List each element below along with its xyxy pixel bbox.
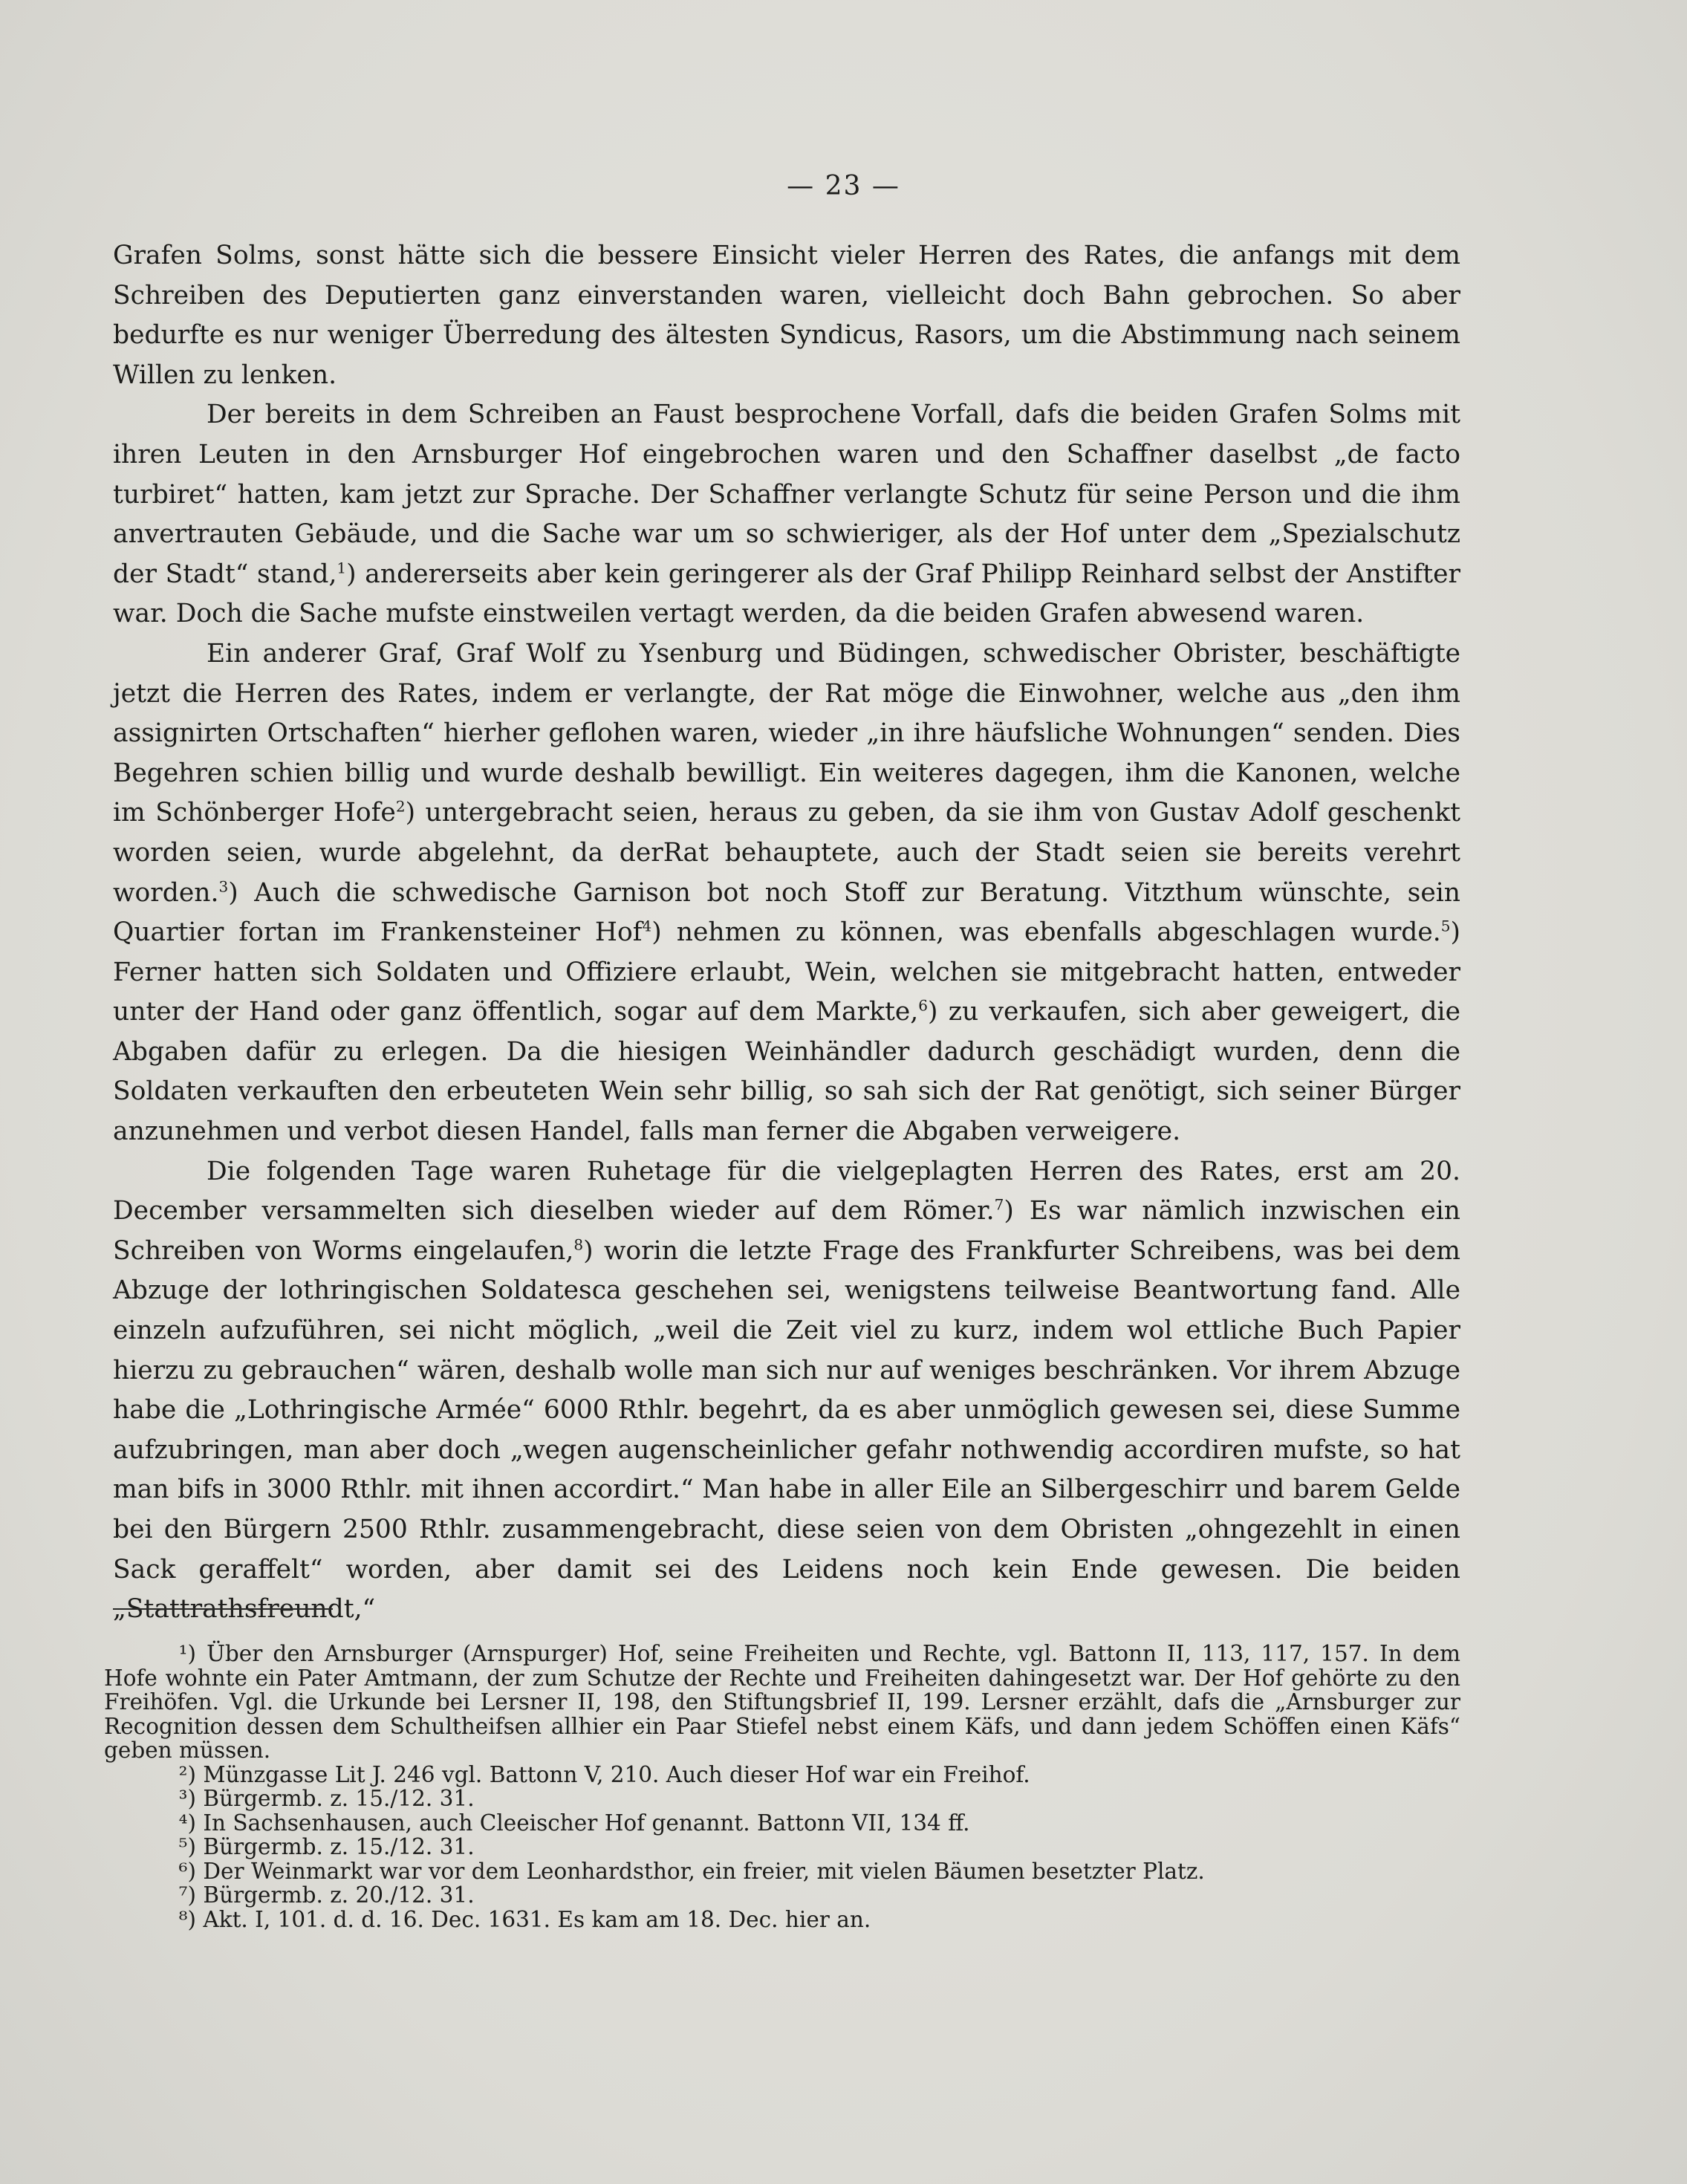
footnote-text: Bürgermb. z. 15./12. 31. [203, 1786, 475, 1811]
paragraph-2-text-a: Der bereits in dem Schreiben an Faust besprochene Vorfall, dafs die beiden Grafen Solms mit ihren Leuten in den Arnsburger Hof eingebrochen waren und den Schaffner daselbst „de facto turbiret“ hatten, kam jetzt zur Sprache. Der Schaffner verlangte Schutz für seine Person und die ihm anvertrauten Gebäude, und die Sache war um so schwieriger, als der Hof unter dem „Spezialschutz der Stadt“ stand, [113, 400, 1460, 589]
paragraph-4-text-b: ) Es war nämlich inzwischen ein Schreiben von Worms eingelaufen, [113, 1196, 1460, 1266]
paragraph-3 [113, 634, 1460, 1152]
paragraph-4 [113, 1152, 1460, 1630]
paragraph-4-text-c: ) worin die letzte Frage des Frankfurter Schreibens, was bei dem Abzuge der lothringischen Soldatesca geschehen sei, wenigstens teilweise Beantwortung fand. Alle einzeln aufzuführen, sei nicht möglich, „weil die Zeit viel zu kurz, indem wol ettliche Buch Papier hierzu zu gebrauchen“ wären, deshalb wolle man sich nur auf weniges beschränken. Vor ihrem Abzuge habe die „Lothringische Armée“ 6000 Rthlr. begehrt, da es aber unmöglich gewesen sei, diese Summe aufzubringen, man aber doch „wegen augenscheinlicher gefahr nothwendig accordiren mufste, so hat man bifs in 3000 Rthlr. mit ihnen accordirt.“ Man habe in aller Eile an Silbergeschirr und barem Gelde bei den Bürgern 2500 Rthlr. zusammengebracht, diese seien von dem Obristen „ohngezehlt in einen Sack geraffelt“ worden, aber damit sei des Leidens noch kein Ende gewesen. Die beiden „Stattrathsfreundt,“ [113, 1235, 1460, 1625]
footnote-ref-1: 1 [337, 559, 347, 577]
paragraph-3-text-f: ) zu verkaufen, sich aber geweigert, die Abgaben dafür zu erlegen. Da die hiesigen Weinhändler dadurch geschädigt wurden, denn die Soldaten verkauften den erbeuteten Wein sehr billig, so sah sich der Rat genötigt, sich seiner Bürger anzunehmen und verbot diesen Handel, falls man ferner die Abgaben verweigere. [113, 997, 1460, 1147]
paragraph-3-text-d: ) nehmen zu können, was ebenfalls abgeschlagen wurde. [651, 917, 1441, 948]
footnote-number: ¹) [178, 1641, 196, 1666]
footnote-text: Der Weinmarkt war vor dem Leonhardsthor, ein freier, mit vielen Bäumen besetzter Platz. [203, 1858, 1205, 1884]
footnote-text: Akt. I, 101. d. d. 16. Dec. 1631. Es kam am 18. Dec. hier an. [203, 1906, 871, 1932]
footnote-number: ⁸) [178, 1906, 196, 1932]
footnote-ref-4: 4 [642, 917, 652, 935]
paragraph-2 [113, 395, 1460, 634]
footnote-separator [113, 1608, 333, 1610]
footnote-text: In Sachsenhausen, auch Cleeischer Hof genannt. Battonn VII, 134 ff. [203, 1810, 970, 1836]
footnote-number: ⁶) [178, 1858, 196, 1884]
footnote-number: ³) [178, 1786, 196, 1811]
footnote-ref-3: 3 [218, 877, 229, 895]
footnote-number: ⁴) [178, 1810, 196, 1836]
footnote-text: Über den Arnsburger (Arnspurger) Hof, seine Freiheiten und Rechte, vgl. Battonn II, 113, 117, 157. In dem Hofe wohnte ein Pater Amtmann, der zum Schutze der Rechte und Freiheiten dahingesetzt war. Der Hof gehörte zu den Freihöfen. Vgl. die Urkunde bei Lersner II, 198, den Stiftungsbrief II, 199. Lersner erzählt, dafs die „Arnsburger zur Recognition dessen dem Schultheifsen allhier ein Paar Stiefel nebst einem Käfs, und dann jedem Schöffen einen Käfs“ geben müssen. [104, 1641, 1460, 1763]
paragraph-3-text-b: ) untergebracht seien, heraus zu geben, da sie ihm von Gustav Adolf geschenkt worden seien, wurde abgelehnt, da derRat behauptete, auch der Stadt seien sie bereits verehrt worden. [113, 798, 1460, 908]
footnote-4 [104, 1811, 1460, 1836]
footnote-number: ⁷) [178, 1882, 196, 1908]
footnote-5 [104, 1835, 1460, 1859]
footnote-ref-8: 8 [573, 1235, 584, 1254]
paragraph-3-text-e: ) Ferner hatten sich Soldaten und Offiziere erlaubt, Wein, welchen sie mitgebracht hatten, entweder unter der Hand oder ganz öffentlich, sogar auf dem Markte, [113, 917, 1460, 1027]
footnote-ref-5: 5 [1440, 917, 1451, 935]
paragraph-2-text-b: ) andererseits aber kein geringerer als der Graf Philipp Reinhard selbst der Anstifter war. Doch die Sache mufste einstweilen vertagt werden, da die beiden Grafen abwesend waren. [113, 559, 1460, 629]
footnote-3 [104, 1787, 1460, 1811]
footnote-7 [104, 1883, 1460, 1908]
paragraph-3-text-a: Ein anderer Graf, Graf Wolf zu Ysenburg und Büdingen, schwedischer Obrister, beschäftigte jetzt die Herren des Rates, indem er verlangte, der Rat möge die Einwohner, welche aus „den ihm assignirten Ortschaften“ hierher geflohen waren, wieder „in ihre häufsliche Wohnungen“ senden. Dies Begehren schien billig und wurde deshalb bewilligt. Ein weiteres dagegen, ihm die Kanonen, welche im Schönberger Hofe [113, 638, 1460, 828]
footnote-text: Münzgasse Lit J. 246 vgl. Battonn V, 210. Auch dieser Hof war ein Freihof. [203, 1761, 1030, 1787]
footnote-text: Bürgermb. z. 15./12. 31. [203, 1834, 475, 1859]
footnote-ref-6: 6 [918, 996, 928, 1015]
footnote-6 [104, 1859, 1460, 1884]
footnotes [104, 1642, 1460, 1931]
paragraph-1-text: Grafen Solms, sonst hätte sich die bessere Einsicht vieler Herren des Rates, die anfangs mit dem Schreiben des Deputierten ganz einverstanden waren, vielleicht doch Bahn gebrochen. So aber bedurfte es nur weniger Überredung des ältesten Syndicus, Rasors, um die Abstimmung nach seinem Willen zu lenken. [113, 241, 1460, 390]
paragraph-1 [113, 236, 1460, 395]
footnote-ref-7: 7 [994, 1195, 1004, 1214]
paragraph-4-text-a: Die folgenden Tage waren Ruhetage für die vielgeplagten Herren des Rates, erst am 20. December versammelten sich dieselben wieder auf dem Römer. [113, 1156, 1460, 1226]
footnote-1 [104, 1642, 1460, 1763]
footnote-number: ⁵) [178, 1834, 196, 1859]
main-text [113, 236, 1460, 1630]
paragraph-3-text-c: ) Auch die schwedische Garnison bot noch Stoff zur Beratung. Vitzthum wünschte, sein Quartier fortan im Frankensteiner Hof [113, 877, 1460, 948]
footnote-text: Bürgermb. z. 20./12. 31. [203, 1882, 475, 1908]
page-number: — 23 — [787, 171, 900, 201]
footnote-ref-2: 2 [395, 797, 406, 816]
footnote-2 [104, 1763, 1460, 1787]
footnote-number: ²) [178, 1761, 196, 1787]
footnote-8 [104, 1908, 1460, 1932]
